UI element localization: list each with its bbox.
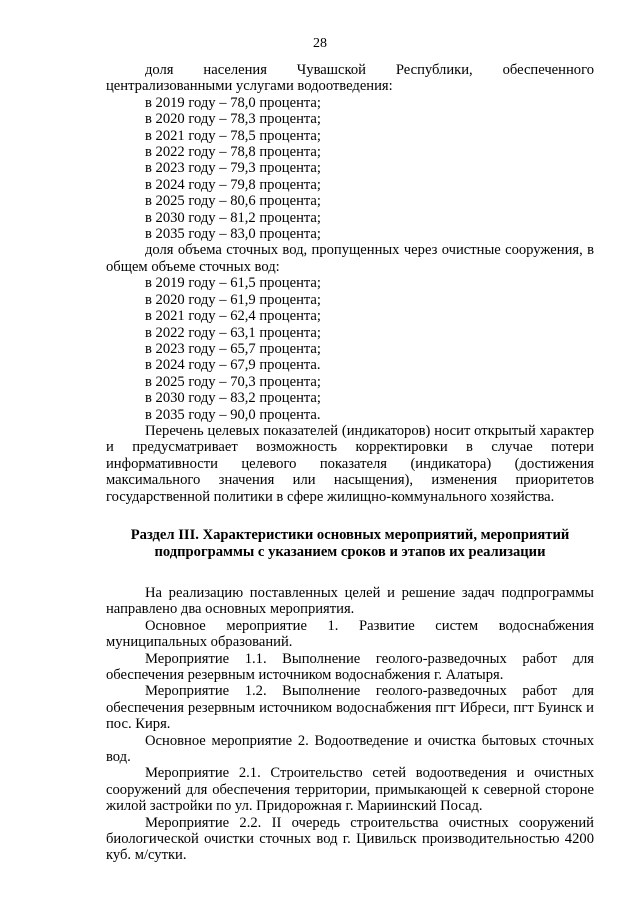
paragraph: Мероприятие 1.2. Выполнение геолого-разведочных работ для обеспечения резервным источником водоснабжения пгт Ибреси, пгт Буинск и пос. Киря. xyxy=(106,683,594,733)
paragraph: Основное мероприятие 2. Водоотведение и очистка бытовых сточных вод. xyxy=(106,732,594,766)
list-item: в 2020 году – 78,3 процента; xyxy=(145,111,321,128)
list-item: в 2020 году – 61,9 процента; xyxy=(145,291,321,308)
list-item: в 2025 году – 80,6 процента; xyxy=(145,193,321,210)
list-item: в 2021 году – 62,4 процента; xyxy=(145,308,321,325)
paragraph: Мероприятие 2.2. II очередь строительства очистных сооружений биологической очистки сточных вод г. Цивильск производительностью 4200 куб. м/сутки. xyxy=(106,814,594,864)
list-item: в 2035 году – 83,0 процента; xyxy=(145,226,321,243)
list-item: в 2030 году – 81,2 процента; xyxy=(145,209,321,226)
list-item: в 2019 году – 61,5 процента; xyxy=(145,275,321,292)
page-number: 28 xyxy=(313,36,327,51)
section-title-line: подпрограммы с указанием сроков и этапов их реализации xyxy=(154,543,546,560)
paragraph: На реализацию поставленных целей и решение задач подпрограммы направлено два основных мероприятия. xyxy=(106,584,594,618)
list-item: в 2023 году – 65,7 процента; xyxy=(145,340,321,357)
paragraph: Мероприятие 1.1. Выполнение геолого-разведочных работ для обеспечения резервным источником водоснабжения г. Алатыря. xyxy=(106,650,594,683)
list-item: в 2022 году – 63,1 процента; xyxy=(145,324,321,341)
indicator-intro-wastewater-treatment: доля объема сточных вод, пропущенных через очистные сооружения, в общем объеме сточных вод: xyxy=(106,242,594,275)
document-body xyxy=(106,62,594,864)
list-item: в 2024 году – 67,9 процента. xyxy=(145,357,321,374)
list-item: в 2021 году – 78,5 процента; xyxy=(145,127,321,144)
list-item: в 2023 году – 79,3 процента; xyxy=(145,160,321,177)
paragraph: Мероприятие 2.1. Строительство сетей водоотведения и очистных сооружений для обеспечения территории, примыкающей к северной стороне жилой застройки по ул. Придорожная г. Мариинский Посад. xyxy=(106,765,594,815)
indicator-list-wastewater-treatment xyxy=(106,275,594,423)
list-item: в 2025 году – 70,3 процента; xyxy=(145,373,321,390)
section-title-line: Раздел III. Характеристики основных мероприятий, мероприятий xyxy=(130,526,570,543)
section-title xyxy=(106,527,594,561)
list-item: в 2035 году – 90,0 процента. xyxy=(145,406,321,423)
list-item: в 2030 году – 83,2 процента; xyxy=(145,390,321,407)
list-item: в 2024 году – 79,8 процента; xyxy=(145,176,321,193)
indicator-list-sewerage-coverage xyxy=(106,95,594,243)
indicators-note: Перечень целевых показателей (индикаторов) носит открытый характер и предусматривает возможность корректировки в случае потери информативности целевого показателя (индикатора) (достижения максимального значения или насыщения), изменения приоритетов государственной политики в сфере жилищно-коммунального хозяйства. xyxy=(106,422,594,505)
paragraph: Основное мероприятие 1. Развитие систем водоснабжения муниципальных образований. xyxy=(106,617,594,651)
list-item: в 2019 году – 78,0 процента; xyxy=(145,94,321,111)
indicator-intro-sewerage-coverage: доля населения Чувашской Республики, обеспеченного централизованными услугами водоотведения: xyxy=(106,62,594,95)
list-item: в 2022 году – 78,8 процента; xyxy=(145,144,321,161)
